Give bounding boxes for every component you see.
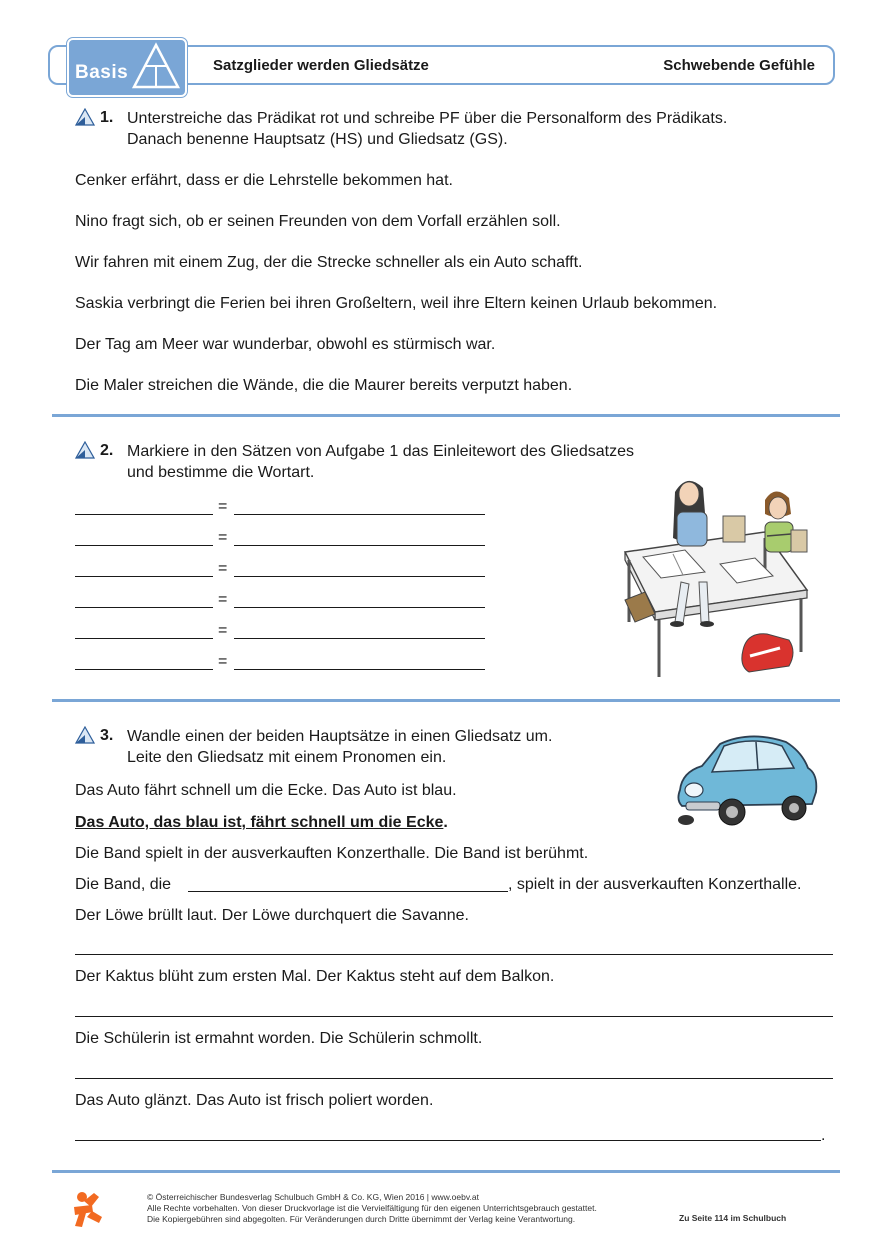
answer-blank[interactable] — [75, 562, 213, 577]
page-title: Satzglieder werden Gliedsätze — [213, 57, 429, 74]
sentence: Das Auto fährt schnell um die Ecke. Das Auto ist blau. — [75, 782, 457, 799]
task-instruction: Leite den Gliedsatz mit einem Pronomen ein. — [127, 749, 447, 766]
task-instruction: Unterstreiche das Prädikat rot und schreibe PF über die Personalform des Prädikats. — [127, 110, 728, 127]
answer-blank[interactable] — [234, 624, 485, 639]
car-illustration — [672, 728, 820, 830]
sentence: Nino fragt sich, ob er seinen Freunden von dem Vorfall erzählen soll. — [75, 213, 561, 230]
sentence: Der Tag am Meer war wunderbar, obwohl es stürmisch war. — [75, 336, 496, 353]
sentence: Der Kaktus blüht zum ersten Mal. Der Kaktus steht auf dem Balkon. — [75, 968, 555, 985]
answer-blank[interactable] — [234, 562, 485, 577]
answer-blank[interactable] — [234, 500, 485, 515]
line-period: . — [821, 1127, 826, 1144]
task-instruction: Danach benenne Hauptsatz (HS) und Gliedsatz (GS). — [127, 131, 508, 148]
sentence-end: , spielt in der ausverkauften Konzerthalle. — [508, 876, 802, 893]
answer-blank[interactable] — [234, 531, 485, 546]
copyright-line: © Österreichischer Bundesverlag Schulbuch GmbH & Co. KG, Wien 2016 | www.oebv.at — [147, 1192, 479, 1202]
sentence: Das Auto glänzt. Das Auto ist frisch poliert worden. — [75, 1092, 434, 1109]
sentence: Cenker erfährt, dass er die Lehrstelle bekommen hat. — [75, 172, 453, 189]
sentence: Die Maler streichen die Wände, die die Maurer bereits verputzt haben. — [75, 377, 573, 394]
task-instruction: Markiere in den Sätzen von Aufgabe 1 das Einleitewort des Gliedsatzes — [127, 443, 634, 460]
sentence: Die Schülerin ist ermahnt worden. Die Schülerin schmollt. — [75, 1030, 483, 1047]
pyramid-icon — [75, 726, 95, 744]
equals-sign: = — [218, 498, 228, 515]
sentence: Die Band spielt in der ausverkauften Konzerthalle. Die Band ist berühmt. — [75, 845, 589, 862]
answer-blank[interactable] — [188, 877, 508, 892]
basis-label: Basis — [75, 62, 129, 83]
answer-blank[interactable] — [75, 624, 213, 639]
equals-sign: = — [218, 591, 228, 608]
answer-blank[interactable] — [75, 655, 213, 670]
answer-blank[interactable] — [75, 593, 213, 608]
pyramid-icon — [75, 108, 95, 126]
equals-sign: = — [218, 529, 228, 546]
sentence-start: Die Band, die — [75, 876, 172, 893]
pyramid-icon — [131, 42, 181, 90]
students-illustration — [615, 472, 815, 682]
task-number: 2. — [100, 442, 114, 459]
answer-blank[interactable] — [75, 531, 213, 546]
answer-line[interactable] — [75, 1078, 833, 1079]
answer-blank[interactable] — [75, 500, 213, 515]
section-divider — [52, 1170, 840, 1173]
example-answer-period: . — [443, 814, 448, 831]
sentence: Wir fahren mit einem Zug, der die Strecke schneller als ein Auto schafft. — [75, 254, 583, 271]
section-divider — [52, 699, 840, 702]
sentence: Der Löwe brüllt laut. Der Löwe durchquert die Savanne. — [75, 907, 469, 924]
page-topic: Schwebende Gefühle — [663, 57, 815, 74]
task-instruction: und bestimme die Wortart. — [127, 464, 315, 481]
pyramid-icon — [75, 441, 95, 459]
equals-sign: = — [218, 560, 228, 577]
example-answer — [75, 814, 448, 832]
equals-sign: = — [218, 622, 228, 639]
task-number: 1. — [100, 109, 114, 126]
sentence: Saskia verbringt die Ferien bei ihren Großeltern, weil ihre Eltern keinen Urlaub bekommen. — [75, 295, 718, 312]
section-divider — [52, 414, 840, 417]
rights-line: Alle Rechte vorbehalten. Von dieser Druckvorlage ist die Vervielfältigung für den eigenen Unterrichtsgebrauch gestattet. — [147, 1203, 597, 1213]
example-answer-text: Das Auto, das blau ist, fährt schnell um die Ecke — [75, 814, 444, 831]
answer-blank[interactable] — [234, 655, 485, 670]
answer-line[interactable] — [75, 954, 833, 955]
equals-sign: = — [218, 653, 228, 670]
publisher-logo-icon — [70, 1189, 110, 1229]
textbook-reference: Zu Seite 114 im Schulbuch — [679, 1213, 787, 1223]
task-instruction: Wandle einen der beiden Hauptsätze in einen Gliedsatz um. — [127, 728, 553, 745]
answer-line[interactable] — [75, 1140, 821, 1141]
answer-line[interactable] — [75, 1016, 833, 1017]
answer-blank[interactable] — [234, 593, 485, 608]
fees-line: Die Kopiergebühren sind abgegolten. Für Veränderungen durch Dritte übernimmt der Verlag keine Verantwortung. — [147, 1214, 576, 1224]
task-number: 3. — [100, 727, 114, 744]
